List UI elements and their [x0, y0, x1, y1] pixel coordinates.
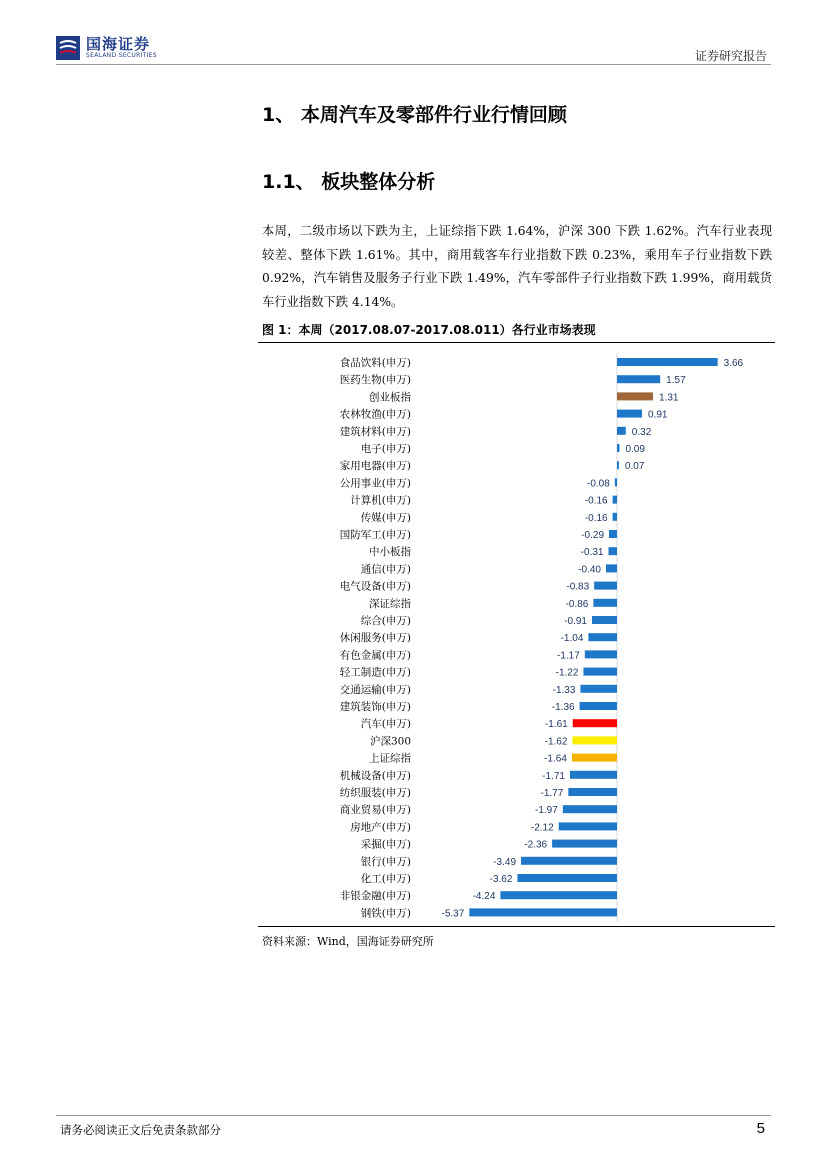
value-label: -0.16: [584, 512, 608, 524]
bar: [568, 788, 617, 796]
bar: [573, 719, 617, 727]
bar: [613, 513, 617, 521]
value-label: -1.61: [544, 719, 568, 731]
bar: [583, 668, 617, 676]
bar: [521, 857, 617, 865]
body-paragraph: 本周，二级市场以下跌为主，上证综指下跌 1.64%，沪深 300 下跌 1.62%。汽车行业表现较差、整体下跌 1.61%。其中，商用载客车行业指数下跌 0.23%，乘用车子行业指数下跌 0.92%，汽车销售及服务子行业下跌 1.49%，汽车零部件子行业指数下跌 1.99%，商用载货车行业指数下跌 4.14%。: [262, 224, 772, 309]
category-label: 上证综指: [369, 752, 411, 765]
bar: [500, 891, 617, 899]
value-label: -4.24: [472, 891, 496, 903]
bar: [594, 582, 617, 590]
category-label: 钢铁(申万): [360, 907, 411, 920]
value-label: -3.62: [489, 874, 513, 885]
value-label: -1.71: [542, 770, 565, 782]
logo-chinese-name: 国海证券: [86, 35, 151, 53]
bar: [588, 633, 617, 641]
bar: [617, 427, 626, 435]
value-label: 0.07: [624, 461, 645, 473]
bar: [617, 444, 619, 452]
category-label: 综合(申万): [360, 615, 411, 627]
category-label: 传媒(申万): [360, 511, 411, 524]
category-label: 汽车(申万): [360, 718, 411, 731]
category-label: 非银金融(申万): [339, 890, 411, 903]
bar: [615, 478, 617, 486]
report-type-label: 证券研究报告: [694, 49, 767, 63]
value-label: -0.91: [564, 616, 587, 627]
category-label: 采掘(申万): [360, 838, 411, 851]
bar: [593, 599, 617, 607]
category-label: 农林牧渔(申万): [339, 408, 411, 421]
category-label: 电气设备(申万): [339, 580, 411, 593]
category-label: 通信(申万): [360, 563, 411, 576]
category-label: 公用事业(申万): [339, 477, 411, 490]
sealand-logo-icon: [56, 36, 80, 60]
figure-bottom-rule: [258, 926, 775, 927]
company-logo: [56, 36, 157, 60]
category-label: 轻工制造(申万): [339, 666, 411, 679]
bar: [609, 530, 617, 538]
bar: [570, 771, 617, 779]
value-label: 1.31: [659, 392, 679, 404]
bar: [617, 392, 653, 400]
figure-title: 图 1：本周（2017.08.07-2017.08.011）各行业市场表现: [262, 323, 596, 337]
bar: [617, 375, 660, 383]
bar: [563, 805, 617, 813]
category-label: 家用电器(申万): [339, 460, 411, 473]
category-label: 商业贸易(申万): [339, 804, 411, 817]
category-label: 沪深300: [369, 735, 411, 748]
bar: [517, 874, 617, 882]
value-label: -5.37: [441, 908, 465, 920]
value-label: -1.33: [552, 684, 576, 696]
category-label: 国防军工(申万): [339, 529, 411, 541]
section-title: 1、 本周汽车及零部件行业行情回顾: [262, 104, 567, 126]
subsection-title: 1.1、 板块整体分析: [262, 171, 436, 193]
value-label: -0.31: [580, 547, 604, 559]
value-label: -1.22: [555, 667, 579, 679]
footer-divider: [56, 1115, 771, 1116]
category-label: 电子(申万): [360, 443, 411, 455]
category-label: 休闲服务(申万): [339, 632, 411, 645]
category-label: 建筑材料(申万): [339, 425, 411, 438]
category-label: 创业板指: [369, 391, 411, 404]
bar: [572, 754, 617, 762]
category-label: 化工(申万): [360, 873, 411, 885]
bar: [617, 461, 619, 469]
bar: [613, 496, 617, 504]
value-label: -2.12: [530, 822, 554, 834]
value-label: -0.29: [581, 530, 605, 541]
category-label: 房地产(申万): [350, 821, 411, 834]
category-label: 银行(申万): [360, 855, 411, 868]
bar: [552, 840, 617, 848]
category-label: 食品饮料(申万): [339, 357, 411, 369]
value-label: -0.86: [565, 598, 589, 610]
bar: [580, 702, 617, 710]
bar: [469, 908, 617, 916]
value-label: -0.16: [584, 495, 608, 507]
value-label: -1.36: [551, 702, 575, 713]
bar: [617, 358, 718, 366]
bar: [585, 650, 617, 658]
value-label: -1.77: [540, 788, 564, 799]
category-label: 深证综指: [369, 597, 411, 610]
value-label: 0.91: [648, 409, 668, 421]
bar: [559, 822, 617, 830]
category-label: 建筑装饰(申万): [339, 701, 411, 713]
value-label: 0.09: [625, 444, 645, 455]
header-divider: [56, 64, 771, 65]
figure-source: 资料来源：Wind，国海证券研究所: [262, 935, 434, 948]
value-label: 3.66: [723, 358, 744, 369]
bar: [608, 547, 617, 555]
value-label: -2.36: [524, 839, 548, 851]
value-label: -1.62: [544, 736, 568, 748]
category-label: 医药生物(申万): [339, 374, 411, 387]
category-label: 交通运输(申万): [339, 683, 411, 696]
value-label: -0.83: [566, 581, 590, 593]
industry-performance-chart: [258, 343, 775, 925]
bar: [580, 685, 617, 693]
value-label: -1.17: [557, 650, 580, 662]
category-label: 计算机(申万): [350, 494, 411, 507]
category-label: 有色金属(申万): [339, 649, 411, 662]
value-label: 1.57: [666, 375, 686, 387]
bar: [572, 736, 617, 744]
value-label: -3.49: [493, 856, 517, 868]
bar: [606, 564, 617, 572]
value-label: -1.97: [535, 805, 558, 817]
value-label: 0.32: [631, 426, 652, 438]
value-label: -0.40: [578, 564, 601, 576]
bar: [592, 616, 617, 624]
value-label: -1.04: [560, 633, 584, 645]
category-label: 中小板指: [369, 546, 411, 559]
value-label: -1.64: [544, 753, 567, 765]
value-label: -0.08: [587, 478, 610, 490]
bar: [617, 410, 642, 418]
logo-english-name: SEALAND SECURITIES: [86, 52, 157, 59]
page-number: 5: [756, 1120, 765, 1137]
disclaimer-note: 请务必阅读正文后免责条款部分: [60, 1123, 221, 1137]
category-label: 纺织服装(申万): [339, 787, 411, 799]
category-label: 机械设备(申万): [339, 769, 411, 782]
